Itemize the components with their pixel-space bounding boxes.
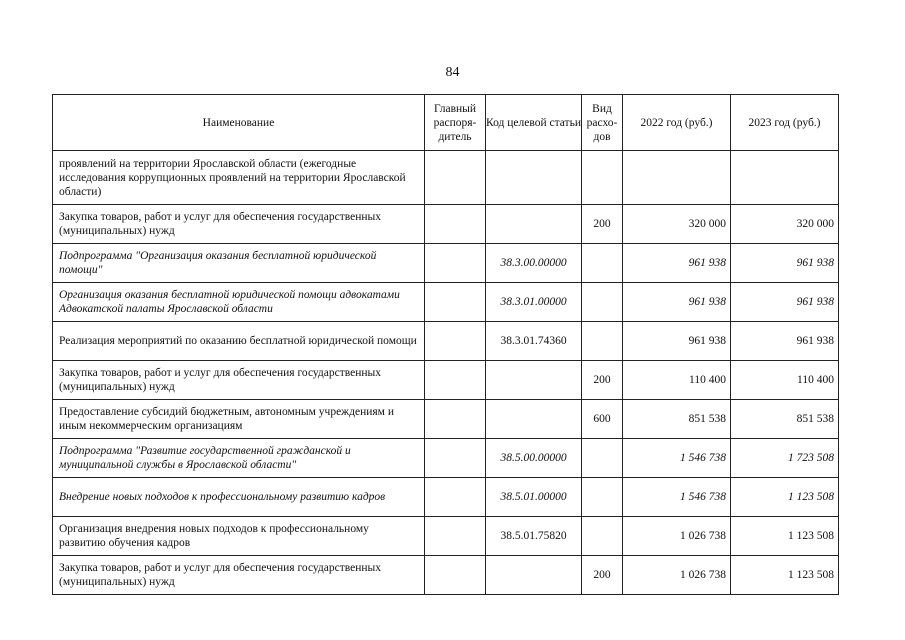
row-name: Закупка товаров, работ и услуг для обеспечения государственных (муниципальных) нужд: [53, 361, 425, 400]
table-row: [53, 400, 839, 439]
row-2023: 1 123 508: [731, 478, 839, 517]
row-name: Подпрограмма "Организация оказания бесплатной юридической помощи": [53, 244, 425, 283]
row-code: [486, 151, 582, 205]
row-2023: 961 938: [731, 244, 839, 283]
table-row: [53, 478, 839, 517]
table-row: [53, 517, 839, 556]
row-2022: 961 938: [623, 322, 731, 361]
row-manager: [425, 244, 486, 283]
row-manager: [425, 151, 486, 205]
row-kind: 200: [582, 205, 623, 244]
row-2023: 110 400: [731, 361, 839, 400]
budget-table: [52, 94, 839, 595]
row-code: 38.5.01.75820: [486, 517, 582, 556]
table-row: [53, 556, 839, 595]
row-code: 38.5.01.00000: [486, 478, 582, 517]
row-2022: 320 000: [623, 205, 731, 244]
row-manager: [425, 205, 486, 244]
row-manager: [425, 556, 486, 595]
row-manager: [425, 478, 486, 517]
row-2022: 1 546 738: [623, 439, 731, 478]
row-name: Организация оказания бесплатной юридической помощи адвокатами Адвокатской палаты Ярославской области: [53, 283, 425, 322]
row-2023: 1 123 508: [731, 517, 839, 556]
row-code: [486, 556, 582, 595]
row-2023: [731, 151, 839, 205]
row-name: Предоставление субсидий бюджетным, автономным учреждениям и иным некоммерческим организациям: [53, 400, 425, 439]
header-kind: Вид расхо-дов: [582, 95, 623, 151]
header-2022: 2022 год (руб.): [623, 95, 731, 151]
row-manager: [425, 439, 486, 478]
row-2022: 1 026 738: [623, 517, 731, 556]
row-code: [486, 361, 582, 400]
row-2023: 320 000: [731, 205, 839, 244]
row-kind: [582, 322, 623, 361]
row-2023: 851 538: [731, 400, 839, 439]
table-row: [53, 322, 839, 361]
row-2022: 1 546 738: [623, 478, 731, 517]
row-code: 38.3.00.00000: [486, 244, 582, 283]
row-manager: [425, 361, 486, 400]
table-row: [53, 283, 839, 322]
row-kind: [582, 517, 623, 556]
row-code: 38.3.01.74360: [486, 322, 582, 361]
table-row: [53, 439, 839, 478]
row-name: Закупка товаров, работ и услуг для обеспечения государственных (муниципальных) нужд: [53, 556, 425, 595]
row-code: 38.5.00.00000: [486, 439, 582, 478]
header-2023: 2023 год (руб.): [731, 95, 839, 151]
row-manager: [425, 283, 486, 322]
row-kind: 600: [582, 400, 623, 439]
row-kind: [582, 478, 623, 517]
page-number: 84: [445, 65, 460, 80]
header-manager: Главный распоря-дитель: [425, 95, 486, 151]
table-row: [53, 205, 839, 244]
row-kind: 200: [582, 556, 623, 595]
row-manager: [425, 517, 486, 556]
header-code: Код целевой статьи: [486, 95, 582, 151]
row-2022: 961 938: [623, 283, 731, 322]
row-code: 38.3.01.00000: [486, 283, 582, 322]
row-code: [486, 400, 582, 439]
row-2022: 961 938: [623, 244, 731, 283]
row-kind: [582, 244, 623, 283]
row-name: проявлений на территории Ярославской области (ежегодные исследования коррупционных проявлений на территории Ярославской области): [53, 151, 425, 205]
row-manager: [425, 322, 486, 361]
row-2023: 1 123 508: [731, 556, 839, 595]
row-kind: [582, 283, 623, 322]
row-kind: [582, 439, 623, 478]
row-2023: 961 938: [731, 283, 839, 322]
row-name: Закупка товаров, работ и услуг для обеспечения государственных (муниципальных) нужд: [53, 205, 425, 244]
table-header-row: [53, 95, 839, 151]
row-name: Внедрение новых подходов к профессиональному развитию кадров: [53, 478, 425, 517]
row-name: Организация внедрения новых подходов к профессиональному развитию обучения кадров: [53, 517, 425, 556]
row-2023: 961 938: [731, 322, 839, 361]
table-row: [53, 361, 839, 400]
table-row: [53, 151, 839, 205]
row-manager: [425, 400, 486, 439]
header-name: Наименование: [53, 95, 425, 151]
row-2022: 110 400: [623, 361, 731, 400]
row-kind: 200: [582, 361, 623, 400]
row-2022: 851 538: [623, 400, 731, 439]
row-2022: [623, 151, 731, 205]
row-code: [486, 205, 582, 244]
row-2023: 1 723 508: [731, 439, 839, 478]
row-kind: [582, 151, 623, 205]
row-2022: 1 026 738: [623, 556, 731, 595]
table-row: [53, 244, 839, 283]
row-name: Подпрограмма "Развитие государственной гражданской и муниципальной службы в Ярославской области": [53, 439, 425, 478]
row-name: Реализация мероприятий по оказанию бесплатной юридической помощи: [53, 322, 425, 361]
